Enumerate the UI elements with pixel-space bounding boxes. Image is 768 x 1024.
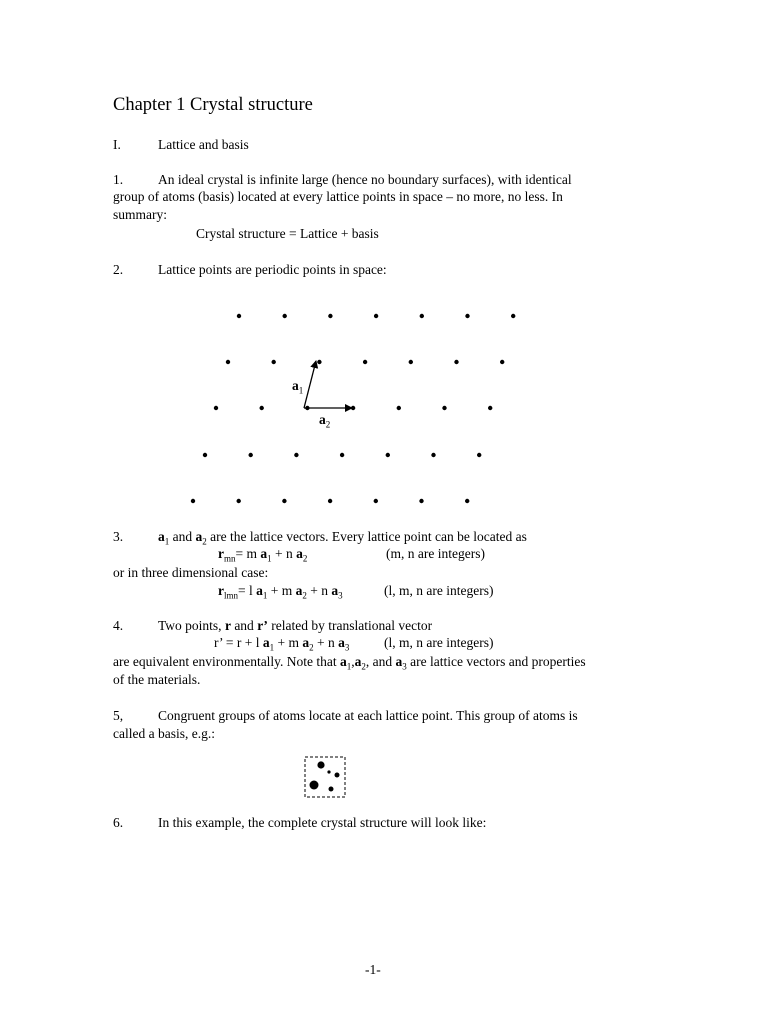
item2-text: Lattice points are periodic points in space:: [158, 262, 387, 277]
item3-line1: $a_1$ and $a_2$ are the lattice vectors. Every lattice point can be located as: [158, 529, 527, 547]
lattice-point: [351, 406, 355, 410]
item4-line2: are equivalent environmentally. Note that $a_1,a_2$, and $a_3$ are lattice vectors and properties: [113, 654, 586, 672]
crystal-structure-equation: Crystal structure = Lattice + basis: [196, 226, 379, 241]
item-number-2: 2.: [113, 262, 124, 277]
label-a1: $a_1$: [292, 378, 304, 396]
item-number-3: 3.: [113, 529, 124, 544]
lattice-point: [305, 406, 309, 410]
lattice-point: [374, 499, 378, 503]
section-heading: Lattice and basis: [158, 137, 249, 152]
lattice-point: [363, 360, 367, 364]
lattice-point: [237, 499, 241, 503]
lattice-point: [419, 499, 423, 503]
lattice-point: [488, 406, 492, 410]
item4-line1: Two points, r and r’ related by translational vector: [158, 618, 433, 633]
page-number: -1-: [365, 962, 381, 977]
item1-line3: summary:: [113, 207, 167, 222]
item-number-1: 1.: [113, 172, 124, 187]
item5-line2: called a basis, e.g.:: [113, 726, 215, 741]
translation-equation: r’ = r + l $a_1 + m$ $a_2 + n$ $a_3$: [214, 635, 350, 653]
lattice-point: [249, 453, 253, 457]
lattice-point: [465, 314, 469, 318]
equation-rlmn-note: (l, m, n are integers): [384, 583, 494, 598]
lattice-points: [191, 314, 516, 503]
item5-line1: Congruent groups of atoms locate at each lattice point. This group of atoms is: [158, 708, 578, 723]
basis-atom: [310, 781, 319, 790]
basis-atom: [329, 787, 334, 792]
lattice-point: [397, 406, 401, 410]
lattice-point: [386, 453, 390, 457]
item1-line2: group of atoms (basis) located at every lattice points in space – no more, no less. In: [113, 189, 563, 204]
page-title: Chapter 1 Crystal structure: [113, 95, 313, 115]
lattice-point: [191, 499, 195, 503]
item-number-4: 4.: [113, 618, 124, 633]
translation-equation-note: (l, m, n are integers): [384, 635, 494, 650]
lattice-point: [420, 314, 424, 318]
basis-atom: [327, 770, 330, 773]
lattice-point: [283, 314, 287, 318]
item-number-6: 6.: [113, 815, 124, 830]
lattice-point: [328, 499, 332, 503]
lattice-point: [282, 499, 286, 503]
item6-text: In this example, the complete crystal structure will look like:: [158, 815, 487, 830]
lattice-point: [431, 453, 435, 457]
lattice-point: [317, 360, 321, 364]
lattice-point: [328, 314, 332, 318]
lattice-point: [226, 360, 230, 364]
lattice-point: [374, 314, 378, 318]
lattice-point: [340, 453, 344, 457]
lattice-point: [409, 360, 413, 364]
item-number-5: 5,: [113, 708, 124, 723]
lattice-point: [511, 314, 515, 318]
lattice-point: [260, 406, 264, 410]
lattice-point: [465, 499, 469, 503]
lattice-point: [454, 360, 458, 364]
basis-atom: [335, 773, 340, 778]
lattice-point: [477, 453, 481, 457]
lattice-point: [500, 360, 504, 364]
lattice-point: [203, 453, 207, 457]
lattice-point: [272, 360, 276, 364]
lattice-vector-a1-arrow: [304, 361, 316, 408]
item1-line1: An ideal crystal is infinite large (hence no boundary surfaces), with identical: [158, 172, 572, 187]
lattice-point: [237, 314, 241, 318]
basis-box: [305, 757, 345, 797]
lattice-point: [442, 406, 446, 410]
lattice-point: [294, 453, 298, 457]
section-number: I.: [113, 137, 121, 152]
basis-atom: [317, 761, 324, 768]
item3-line-or: or in three dimensional case:: [113, 565, 269, 580]
lattice-point: [214, 406, 218, 410]
equation-rmn: $r_{mn}= m$ $a_1 + n$ $a_2$: [218, 546, 308, 564]
item4-line3: of the materials.: [113, 672, 201, 687]
equation-rlmn: $r_{lmn}= l$ $a_1 + m$ $a_2 + n$ $a_3$: [218, 583, 343, 601]
equation-rmn-note: (m, n are integers): [386, 546, 485, 561]
label-a2: $a_2$: [319, 412, 331, 430]
